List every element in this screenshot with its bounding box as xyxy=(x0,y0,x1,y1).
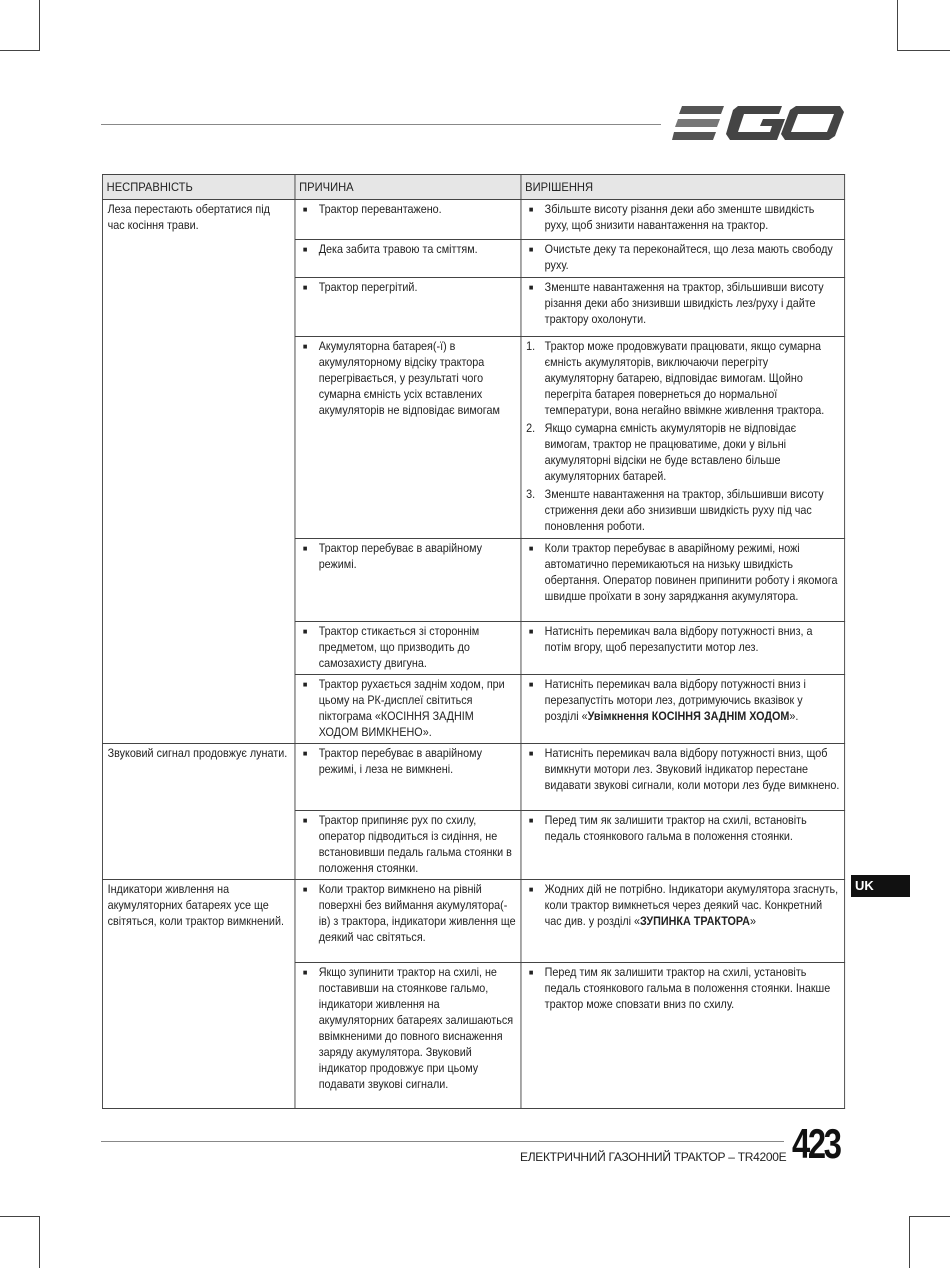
cause-text: ■ Якщо зупинити трактор на схилі, не поставивши на стоянкове гальмо, індикатори живлення на акумуляторних батареях залишаються ввімкненими до повного виснаження заряду акумулятора. Звуковий індикатор продовжує при цьому подавати звукові сигнали. xyxy=(300,965,516,1093)
header-rule xyxy=(101,124,661,125)
solution-text xyxy=(526,677,839,725)
solution-cell xyxy=(521,200,845,240)
solution-cell xyxy=(521,744,845,811)
solution-text: ■ Зменште навантаження на трактор, збільшивши висоту різання деки або знизивши швидкість лез/руху і дайте трактору охолонути. xyxy=(526,280,839,328)
issue-cell: Звуковий сигнал продовжує лунати. xyxy=(102,744,295,880)
troubleshooting-table xyxy=(102,174,845,1109)
step-number: 1. xyxy=(526,340,536,353)
cause-cell xyxy=(295,622,521,675)
cause-cell xyxy=(295,240,521,278)
table-row xyxy=(102,744,844,811)
solution-text: ■ Перед тим як залишити трактор на схилі, установіть педаль стоянкового гальма в положення стоянки. Інакше трактор може сповзати вниз по схилу. xyxy=(526,965,839,1013)
table-row xyxy=(102,200,844,240)
step-number: 3. xyxy=(526,488,536,501)
section-reference: Увімкнення КОСІННЯ ЗАДНІМ ХОДОМ xyxy=(587,710,790,723)
solution-text-part: » xyxy=(749,915,756,928)
solution-cell xyxy=(521,880,845,963)
language-tab: UK xyxy=(851,875,910,897)
step-text: Зменште навантаження на трактор, збільшивши висоту стриження деки або знизивши швидкість руху під час поновлення роботи. xyxy=(544,488,824,533)
solution-cell xyxy=(521,539,845,622)
solution-cell xyxy=(521,622,845,675)
header-solution: ВИРІШЕННЯ xyxy=(521,175,845,200)
cause-cell xyxy=(295,811,521,880)
crop-mark xyxy=(897,50,950,51)
solution-text-part: Жодних дій не потрібно. Індикатори акумулятора згаснуть, коли трактор вимкнеться через деякий час. Конкретний час див. у розділі « xyxy=(544,883,839,928)
footer-title: ЕЛЕКТРИЧНИЙ ГАЗОННИЙ ТРАКТОР – TR4200E xyxy=(520,1150,787,1164)
solution-text: ■ Коли трактор перебуває в аварійному режимі, ножі автоматично перемикаються на низьку швидкість обертання. Оператор повинен припинити роботу і якомога швидше проїхати в зону заряджання акумулятора. xyxy=(526,541,839,605)
cause-cell xyxy=(295,963,521,1109)
solution-cell xyxy=(521,675,845,744)
solution-cell xyxy=(521,811,845,880)
crop-mark xyxy=(0,50,40,51)
cause-cell xyxy=(295,539,521,622)
solution-text: ■ Натисніть перемикач вала відбору потужності вниз, а потім вгору, щоб перезапустити мотор лез. xyxy=(526,624,839,656)
solution-cell xyxy=(521,240,845,278)
solution-step xyxy=(526,487,839,535)
solution-cell xyxy=(521,337,845,539)
solution-steps xyxy=(526,339,839,535)
step-number: 2. xyxy=(526,422,536,435)
cause-text: ■ Коли трактор вимкнено на рівній поверхні без виймання акумулятора(-ів) з трактора, індикатори живлення ще деякий час світяться. xyxy=(300,882,516,946)
crop-mark xyxy=(0,1216,40,1217)
section-reference: ЗУПИНКА ТРАКТОРА xyxy=(640,915,750,928)
cause-cell xyxy=(295,675,521,744)
issue-cell: Індикатори живлення на акумуляторних батареях усе ще світяться, коли трактор вимкнений. xyxy=(102,880,295,1109)
cause-cell xyxy=(295,744,521,811)
header-cause: ПРИЧИНА xyxy=(295,175,521,200)
cause-text: ■ Трактор перевантажено. xyxy=(300,202,516,218)
cause-cell xyxy=(295,200,521,240)
solution-cell xyxy=(521,278,845,337)
solution-text-part: Натисніть перемикач вала відбору потужності вниз і перезапустіть мотори лез, дотримуючись вказівок у розділі « xyxy=(544,678,806,723)
solution-text: ■ Очистьте деку та переконайтеся, що леза мають свободу руху. xyxy=(526,242,839,274)
cause-text: ■ Трактор стикається зі стороннім предметом, що призводить до самозахисту двигуна. xyxy=(300,624,516,672)
solution-cell xyxy=(521,963,845,1109)
solution-text: ■ Перед тим як залишити трактор на схилі, встановіть педаль стоянкового гальма в положення стоянки. xyxy=(526,813,839,845)
solution-text-part: ». xyxy=(789,710,799,723)
solution-step xyxy=(526,339,839,419)
cause-text: ■ Акумуляторна батарея(-ї) в акумуляторному відсіку трактора перегрівається, у результаті чого сумарна ємність усіх вставлених акумуляторів не відповідає вимогам xyxy=(300,339,516,419)
step-text: Трактор може продовжувати працювати, якщо сумарна ємність акумуляторів, виключаючи перегріту акумуляторну батарею, відповідає вимогам. Щойно перегріта батарея повернеться до нормальної температури, вона негайно ввімкне живлення трактора. xyxy=(544,340,825,417)
cause-text: ■ Трактор перебуває в аварійному режимі. xyxy=(300,541,516,573)
table-header-row xyxy=(102,175,844,200)
table-row xyxy=(102,880,844,963)
footer-rule xyxy=(101,1141,784,1142)
solution-step xyxy=(526,421,839,485)
cause-text: ■ Дека забита травою та сміттям. xyxy=(300,242,516,258)
header-issue: НЕСПРАВНІСТЬ xyxy=(102,175,295,200)
cause-cell xyxy=(295,278,521,337)
crop-mark xyxy=(39,0,40,50)
cause-text: ■ Трактор рухається заднім ходом, при цьому на РК-дисплеї світиться піктограма «КОСІННЯ ЗАДНІМ ХОДОМ ВИМКНЕНО». xyxy=(300,677,516,741)
page-number: 423 xyxy=(792,1120,840,1167)
crop-mark xyxy=(39,1216,40,1268)
cause-cell xyxy=(295,337,521,539)
issue-cell: Леза перестають обертатися під час косіння трави. xyxy=(102,200,295,744)
crop-mark xyxy=(909,1216,910,1268)
ego-logo xyxy=(672,102,844,144)
solution-text: ■ Натисніть перемикач вала відбору потужності вниз, щоб вимкнути мотори лез. Звуковий індикатор перестане видавати звукові сигнали, коли мотори лез буде вимкнено. xyxy=(526,746,839,794)
crop-mark xyxy=(897,0,898,50)
cause-text: ■ Трактор припиняє рух по схилу, оператор підводиться із сидіння, не встановивши педаль гальма стоянки в положення стоянки. xyxy=(300,813,516,877)
solution-text xyxy=(526,882,839,930)
crop-mark xyxy=(909,1216,950,1217)
cause-cell xyxy=(295,880,521,963)
step-text: Якщо сумарна ємність акумуляторів не відповідає вимогам, трактор не працюватиме, доки у вільні акумуляторні відсіки не буде вставлено більше акумуляторних батарей. xyxy=(544,422,797,483)
solution-text: ■ Збільште висоту різання деки або зменште швидкість руху, щоб знизити навантаження на трактор. xyxy=(526,202,839,234)
cause-text: ■ Трактор перегрітий. xyxy=(300,280,516,296)
cause-text: ■ Трактор перебуває в аварійному режимі, і леза не вимкнені. xyxy=(300,746,516,778)
